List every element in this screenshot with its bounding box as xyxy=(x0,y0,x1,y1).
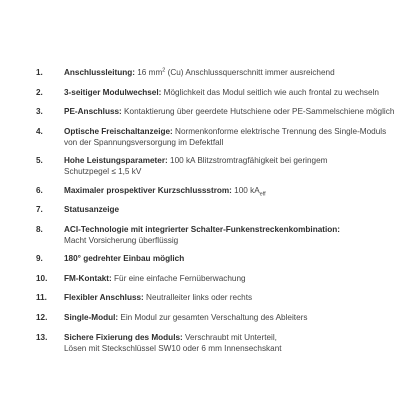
item-description: Normenkonforme elektrische Trennung des Single-Moduls xyxy=(172,126,387,136)
item-number: 12. xyxy=(36,312,48,322)
list-item xyxy=(36,292,386,303)
list-item xyxy=(36,155,386,177)
item-description-line2: von der Spannungsversorgung im Defektfall xyxy=(64,137,224,147)
item-number: 6. xyxy=(36,185,43,195)
item-number: 4. xyxy=(36,126,43,136)
list-item xyxy=(36,87,386,98)
list-item xyxy=(36,126,386,148)
list-item xyxy=(36,106,395,117)
item-description: Möglichkeit das Modul seitlich wie auch frontal zu wechseln xyxy=(161,87,379,97)
item-title: Maximaler prospektiver Kurzschlussstrom: xyxy=(64,185,232,195)
item-title: Anschlussleitung: xyxy=(64,68,135,77)
item-title: Flexibler Anschluss: xyxy=(64,293,144,303)
item-title: Hohe Leistungsparameter: xyxy=(64,156,168,166)
item-number: 9. xyxy=(36,254,43,264)
item-title: PE-Anschluss: xyxy=(64,107,122,117)
list-item xyxy=(36,332,386,354)
item-description: Für eine einfache Fernüberwachung xyxy=(111,273,246,283)
superscript: 2 xyxy=(162,67,166,74)
item-title: FM-Kontakt: xyxy=(64,273,112,283)
item-description: 100 kA xyxy=(231,185,260,195)
list-item xyxy=(36,67,386,78)
subscript: eff xyxy=(259,191,266,198)
item-number: 8. xyxy=(36,224,43,234)
list-item xyxy=(36,312,386,323)
item-description: 100 kA Blitzstromtragfähigkeit bei geringem xyxy=(167,156,328,166)
item-title: ACI-Technologie mit integrierter Schalter-Funkenstreckenkombination: xyxy=(64,224,340,234)
item-description-cont: (Cu) Anschlussquerschnitt immer ausreichend xyxy=(165,68,335,77)
item-description: Kontaktierung über geerdete Hutschiene oder PE-Sammelschiene möglich xyxy=(121,107,395,117)
item-title: Optische Freischaltanzeige: xyxy=(64,126,173,136)
item-title: 3-seitiger Modulwechsel: xyxy=(64,87,162,97)
item-number: 11. xyxy=(36,293,47,303)
item-title: 180° gedrehter Einbau möglich xyxy=(64,254,185,264)
item-description: Neutralleiter links oder rechts xyxy=(143,293,253,303)
item-number: 7. xyxy=(36,205,43,215)
item-title: Single-Modul: xyxy=(64,312,119,322)
item-number: 1. xyxy=(36,68,43,77)
list-item xyxy=(36,253,386,264)
item-number: 5. xyxy=(36,156,43,166)
item-description-line2: Macht Vorsicherung überflüssig xyxy=(64,235,179,245)
list-item xyxy=(36,224,386,246)
item-title: Statusanzeige xyxy=(64,205,120,215)
item-description-line2: Schutzpegel ≤ 1,5 kV xyxy=(64,167,142,177)
item-description: Verschraubt mit Unterteil, xyxy=(182,332,277,342)
item-description-line2: Lösen mit Steckschlüssel SW10 oder 6 mm Innensechskant xyxy=(64,343,282,353)
list-item xyxy=(36,185,386,196)
item-title: Sichere Fixierung des Moduls: xyxy=(64,332,183,342)
item-number: 13. xyxy=(36,332,48,342)
feature-list xyxy=(36,67,395,361)
list-item xyxy=(36,273,386,284)
item-number: 3. xyxy=(36,107,43,117)
item-number: 10. xyxy=(36,273,48,283)
item-description: 16 mm xyxy=(134,68,163,77)
item-number: 2. xyxy=(36,87,43,97)
list-item xyxy=(36,204,386,215)
item-description: Ein Modul zur gesamten Verschaltung des Ableiters xyxy=(118,312,308,322)
